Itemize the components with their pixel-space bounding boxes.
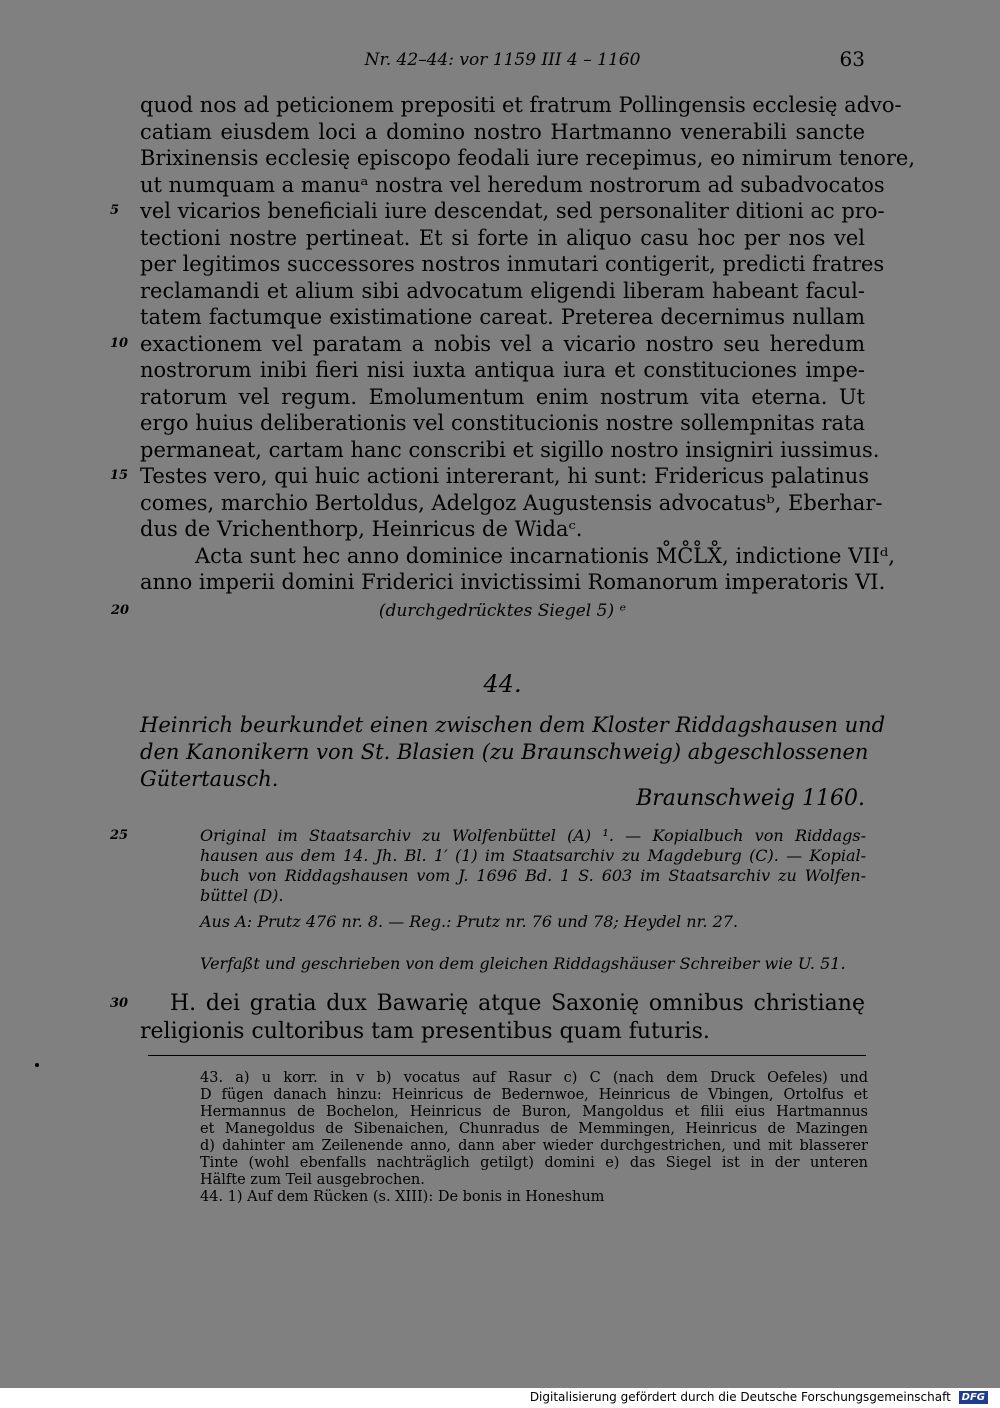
footnote-line: d) dahinter am Zeilenende anno, dann aber wieder durchgestrichen, und mit blasserer	[200, 1138, 868, 1154]
line-text: Testes vero, qui huic actioni intererant, hi sunt: Fridericus palatinus	[140, 464, 870, 488]
line-text: vel vicarios beneficiali iure descendat, sed personaliter ditioni ac pro-	[140, 199, 885, 223]
footnote-line: D fügen danach hinzu: Heinricus de Bedernwoe, Heinricus de Vbingen, Ortolfus et	[200, 1087, 868, 1103]
line-text: tatem factumque existimatione careat. Preterea decernimus nullam	[140, 305, 865, 329]
page-number: 63	[839, 47, 865, 71]
line-number: 15	[110, 468, 129, 483]
margin-dot	[35, 1063, 39, 1067]
text-line	[110, 990, 865, 1018]
line-number: 30	[110, 996, 129, 1011]
footnote-line: Hermannus de Bochelon, Heinricus de Buron, Mangoldus et filii eius Hartmannus	[200, 1104, 868, 1120]
text-line	[140, 225, 865, 252]
editions-line: Aus A: Prutz 476 nr. 8. — Reg.: Prutz nr. 76 und 78; Heydel nr. 27.	[200, 912, 739, 931]
line-text: tectioni nostre pertineat. Et si forte in aliquo casu hoc per nos vel	[140, 225, 865, 250]
line-text: dus de Vrichenthorp, Heinricus de Widaᶜ.	[140, 517, 583, 541]
authorship-line: Verfaßt und geschrieben von dem gleichen Riddagshäuser Schreiber wie U. 51.	[200, 954, 846, 973]
line-text: ratorum vel regum. Emolumentum enim nostrum vita eterna. Ut	[140, 384, 865, 409]
tradition-line	[200, 846, 866, 866]
text-line	[140, 437, 880, 464]
text-line	[110, 463, 870, 490]
line-text: per legitimos successores nostros inmutari contigerit, predicti fratres	[140, 252, 885, 276]
line-text: quod nos ad peticionem prepositi et fratrum Pollingensis ecclesię advo-	[140, 93, 902, 117]
footnotes	[200, 1070, 868, 1206]
text-line	[110, 198, 885, 225]
footnote-line: 43. a) u korr. in v b) vocatus auf Rasur c) C (nach dem Druck Oefeles) und	[200, 1070, 868, 1086]
editions-note	[200, 912, 866, 932]
text-line	[140, 357, 865, 384]
line-text: catiam eiusdem loci a domino nostro Hartmanno venerabili sancte	[140, 119, 865, 144]
line-text: ut numquam a manuᵃ nostra vel heredum nostrorum ad subadvocatos	[140, 172, 885, 197]
running-header	[140, 47, 865, 73]
tradition-line	[200, 866, 866, 886]
line-text: Brixinensis ecclesię episcopo feodali iure recepimus, eo nimirum tenore,	[140, 146, 916, 170]
line-number: 10	[110, 335, 129, 351]
tradition-line	[200, 886, 866, 906]
tradition-line	[110, 826, 866, 846]
running-title: Nr. 42–44: vor 1159 III 4 – 1160	[364, 50, 641, 70]
text-line	[140, 251, 885, 278]
text-line	[140, 119, 865, 146]
tradition-text: Original im Staatsarchiv zu Wolfenbüttel (A) ¹. — Kopialbuch von Riddags-	[200, 826, 866, 845]
dfg-logo: DFG	[959, 1391, 988, 1404]
line-text: Acta sunt hec anno dominice incarnationis M̊C̊L̊X̊, indictione VIIᵈ,	[195, 543, 895, 568]
document-44-regest	[140, 712, 886, 793]
line-text: H. dei gratia dux Bawarię atque Saxonię omnibus christianę	[170, 991, 865, 1016]
regest-line: Gütertausch.	[140, 767, 279, 791]
document-43-text	[110, 92, 916, 624]
footnote-line: 44. 1) Auf dem Rücken (s. XIII): De bonis in Honeshum	[200, 1189, 605, 1205]
tradition-text: büttel (D).	[200, 886, 284, 905]
footnote-line: et Manegoldus de Sibenaichen, Chunradus de Memmingen, Heinricus de Mazingen	[200, 1121, 868, 1137]
tradition-text: hausen aus dem 14. Jh. Bl. 1′ (1) im Staatsarchiv zu Magdeburg (C). — Kopial-	[200, 846, 866, 865]
line-text: religionis cultoribus tam presentibus quam futuris.	[140, 1019, 710, 1044]
line-text: ergo huius deliberationis vel constitucionis nostre sollempnitas rata	[140, 411, 865, 435]
regest-line: den Kanonikern von St. Blasien (zu Braunschweig) abgeschlossenen	[140, 740, 869, 764]
text-line	[140, 304, 865, 331]
line-number: 5	[110, 203, 120, 218]
text-line	[140, 384, 865, 411]
footer-text: Digitalisierung gefördert durch die Deutsche Forschungsgemeinschaft	[529, 1390, 951, 1404]
text-line	[140, 516, 865, 543]
text-line	[140, 490, 883, 517]
text-line	[140, 92, 902, 119]
line-text: reclamandi et alium sibi advocatum eligendi liberam habeant facul-	[140, 278, 865, 303]
text-line	[140, 172, 885, 199]
authorship-note	[200, 954, 866, 974]
text-line	[140, 278, 865, 305]
line-text: anno imperii domini Friderici invictissimi Romanorum imperatoris VI.	[140, 570, 886, 594]
line-text: permaneat, cartam hanc conscribi et sigillo nostro insigniri iussimus.	[140, 437, 880, 462]
text-line	[110, 331, 865, 358]
regest-line: Heinrich beurkundet einen zwischen dem Kloster Riddagshausen und	[140, 713, 886, 737]
line-text: exactionem vel paratam a nobis vel a vicario nostro seu heredum	[140, 331, 865, 356]
footer-credit	[530, 1390, 988, 1404]
document-44-text	[110, 990, 865, 1046]
seal-note	[110, 598, 865, 625]
footnote-line: Tinte (wohl ebenfalls nachträglich getilgt) domini e) das Siegel ist in der unteren	[200, 1155, 868, 1171]
footer-bar	[0, 1388, 1000, 1408]
line-text: nostrorum inibi fieri nisi iuxta antiqua iura et constituciones impe-	[140, 358, 865, 382]
line-number: 20	[110, 602, 130, 618]
text-line	[140, 1018, 865, 1046]
document-number: 44.	[483, 670, 522, 698]
footnote-rule	[148, 1055, 866, 1056]
tradition-notes	[110, 826, 866, 906]
line-number: 25	[110, 828, 129, 843]
text-line	[140, 145, 916, 172]
text-line	[140, 410, 865, 437]
place-date: Braunschweig 1160.	[636, 786, 865, 811]
text-line	[140, 569, 886, 596]
seal-text: (durchgedrücktes Siegel 5) ᵉ	[378, 600, 627, 621]
footnote-line: Hälfte zum Teil ausgebrochen.	[200, 1172, 425, 1188]
tradition-text: buch von Riddagshausen vom J. 1696 Bd. 1 S. 603 im Staatsarchiv zu Wolfen-	[200, 866, 866, 885]
line-text: comes, marchio Bertoldus, Adelgoz Augustensis advocatusᵇ, Eberhar-	[140, 490, 883, 515]
text-line	[140, 543, 895, 570]
